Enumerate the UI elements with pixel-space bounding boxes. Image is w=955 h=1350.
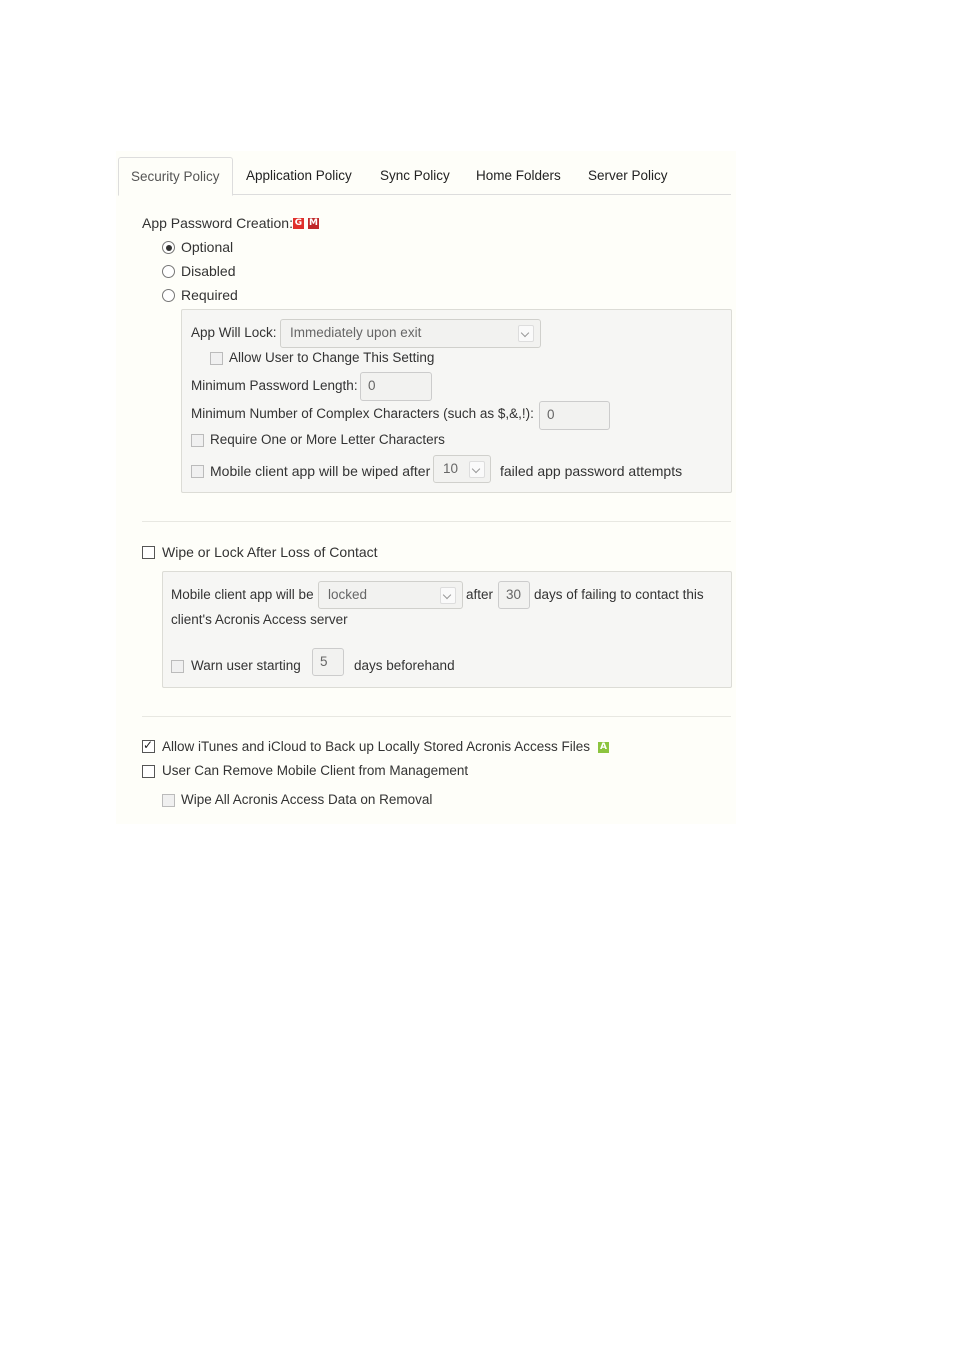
app-will-lock-select[interactable] bbox=[280, 319, 541, 348]
app-will-lock-label: App Will Lock: bbox=[191, 325, 277, 340]
wipe-attempts-value: 10 bbox=[443, 461, 459, 476]
min-length-input[interactable]: 0 bbox=[360, 372, 432, 401]
min-length-label: Minimum Password Length: bbox=[191, 378, 358, 393]
contact-action-select[interactable] bbox=[318, 581, 463, 609]
failed-attempts-label: failed app password attempts bbox=[500, 463, 683, 479]
chevron-down-icon bbox=[518, 325, 534, 342]
tab-server-policy[interactable]: Server Policy bbox=[588, 168, 668, 183]
min-complex-input[interactable]: 0 bbox=[539, 401, 610, 430]
chevron-down-icon bbox=[469, 461, 485, 478]
app-password-creation-label: App Password Creation: bbox=[142, 215, 293, 231]
contact-days-input[interactable]: 30 bbox=[498, 581, 530, 609]
require-letter-label: Require One or More Letter Characters bbox=[210, 432, 445, 447]
user-can-remove-label: User Can Remove Mobile Client from Management bbox=[162, 763, 469, 778]
divider bbox=[142, 521, 731, 522]
wipe-after-attempts-checkbox[interactable] bbox=[191, 465, 204, 478]
contact-after-word: after bbox=[466, 587, 494, 602]
radio-optional[interactable] bbox=[162, 241, 175, 254]
allow-backup-checkbox[interactable] bbox=[142, 740, 155, 753]
wipe-after-label: Mobile client app will be wiped after bbox=[210, 463, 431, 479]
tab-application-policy[interactable]: Application Policy bbox=[246, 168, 352, 183]
contact-action-value: locked bbox=[328, 587, 368, 602]
chevron-down-icon bbox=[440, 587, 456, 604]
wipe-or-lock-checkbox[interactable] bbox=[142, 546, 155, 559]
warn-user-checkbox[interactable] bbox=[171, 660, 184, 673]
badge-m-icon: M bbox=[309, 218, 318, 228]
wipe-on-removal-checkbox[interactable] bbox=[162, 794, 175, 807]
contact-line2: client's Acronis Access server bbox=[171, 612, 348, 627]
warn-days-input[interactable]: 5 bbox=[312, 648, 344, 676]
allow-change-label: Allow User to Change This Setting bbox=[229, 350, 435, 365]
divider bbox=[142, 716, 731, 717]
wipe-or-lock-label: Wipe or Lock After Loss of Contact bbox=[162, 544, 378, 560]
contact-line-after: days of failing to contact this bbox=[534, 587, 704, 602]
allow-change-checkbox[interactable] bbox=[210, 352, 223, 365]
min-complex-label: Minimum Number of Complex Characters (such as $,&,!): bbox=[191, 406, 534, 421]
radio-disabled[interactable] bbox=[162, 265, 175, 278]
warn-after-label: days beforehand bbox=[354, 658, 455, 673]
app-will-lock-value: Immediately upon exit bbox=[290, 325, 422, 340]
contact-line-before: Mobile client app will be bbox=[171, 587, 314, 602]
radio-required[interactable] bbox=[162, 289, 175, 302]
allow-backup-label: Allow iTunes and iCloud to Back up Locally Stored Acronis Access Files bbox=[162, 739, 590, 754]
tab-security-policy[interactable]: Security Policy bbox=[118, 157, 233, 196]
wipe-on-removal-label: Wipe All Acronis Access Data on Removal bbox=[181, 792, 433, 807]
badge-a-icon: A bbox=[598, 742, 609, 753]
tab-sync-policy[interactable]: Sync Policy bbox=[380, 168, 450, 183]
warn-user-label: Warn user starting bbox=[191, 658, 301, 673]
tab-home-folders[interactable]: Home Folders bbox=[476, 168, 561, 183]
wipe-attempts-select[interactable] bbox=[433, 455, 491, 483]
user-can-remove-checkbox[interactable] bbox=[142, 765, 155, 778]
require-letter-checkbox[interactable] bbox=[191, 434, 204, 447]
policy-tabs bbox=[118, 157, 731, 195]
badge-g-icon: G bbox=[294, 218, 303, 228]
radio-disabled-label: Disabled bbox=[181, 263, 236, 279]
radio-required-label: Required bbox=[181, 287, 238, 303]
radio-optional-label: Optional bbox=[181, 239, 234, 255]
